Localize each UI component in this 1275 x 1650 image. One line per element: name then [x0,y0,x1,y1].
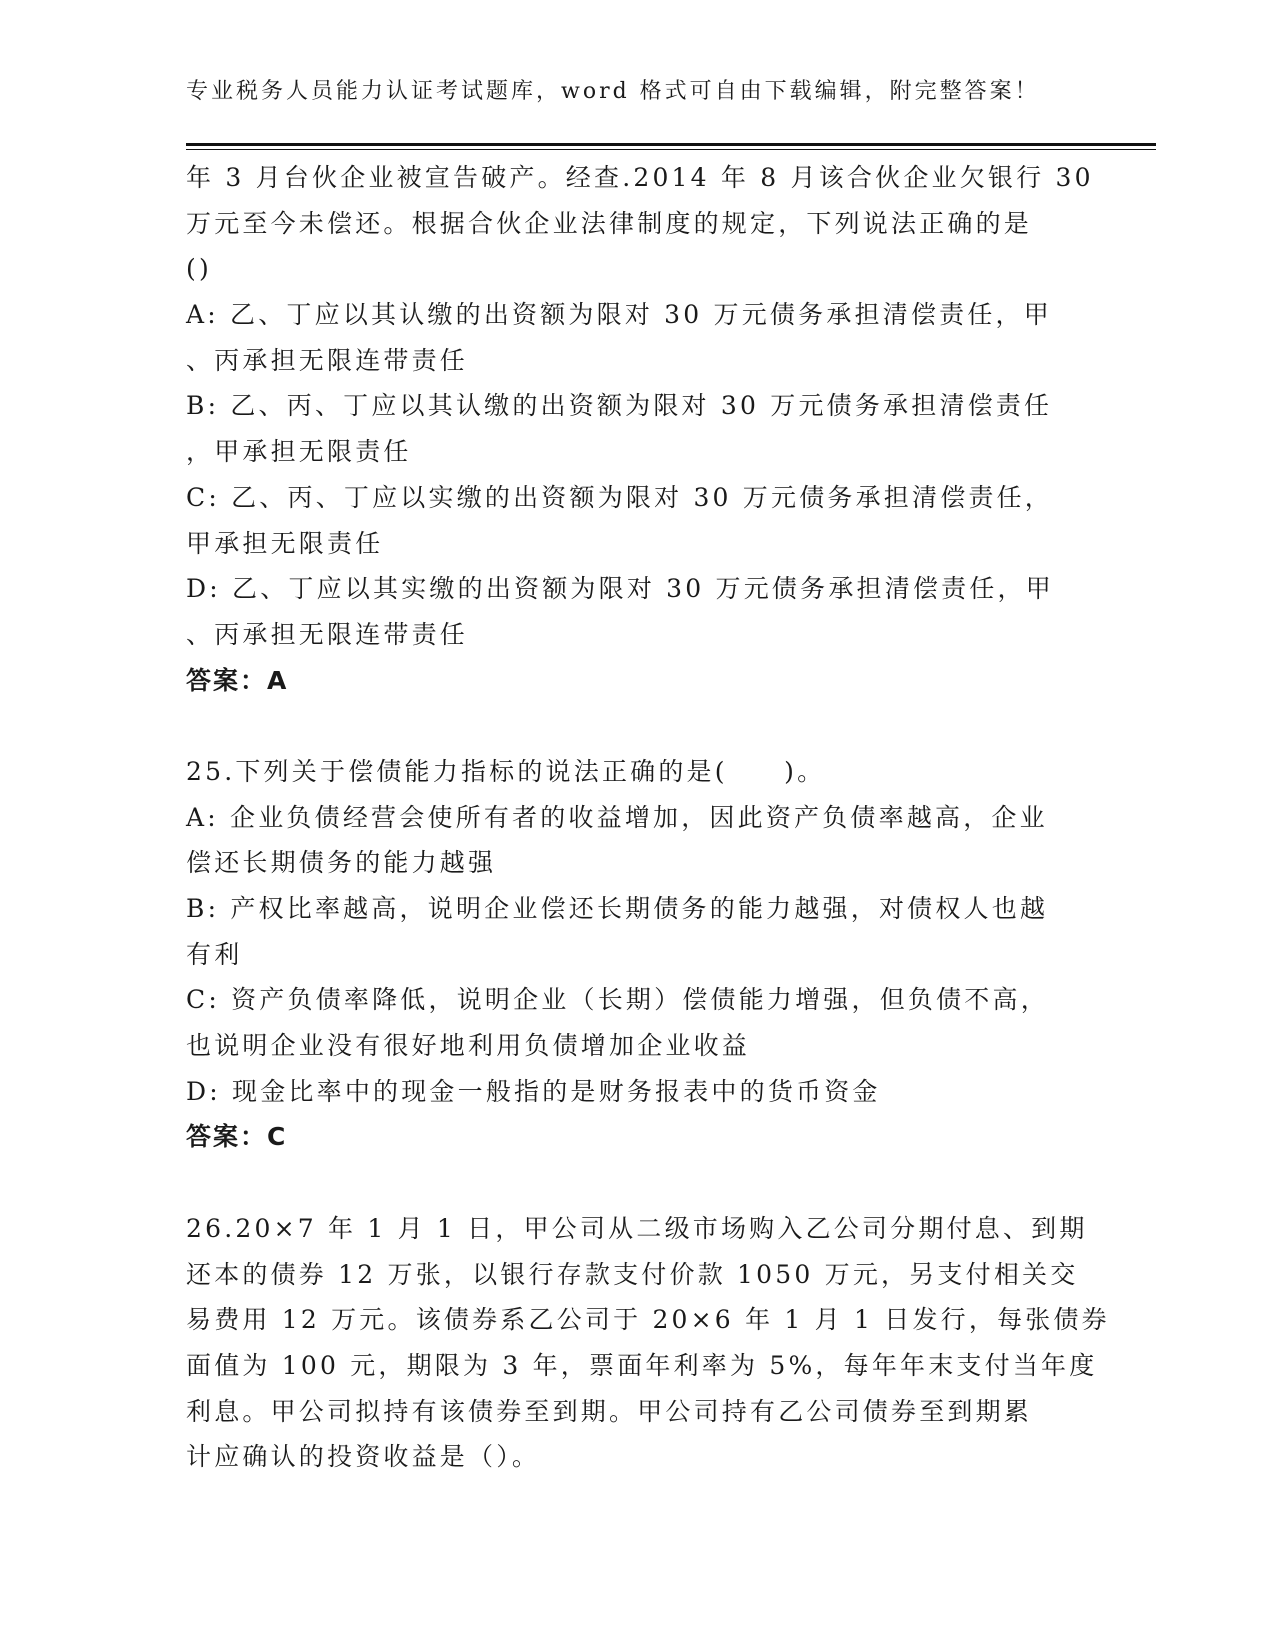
option-line: 也说明企业没有很好地利用负债增加企业收益 [186,1031,751,1061]
header-rule-thin [186,149,1156,150]
option-c [186,977,1076,1068]
option-a [186,795,1076,886]
question-stem-line: 易费用 12 万元。该债券系乙公司于 20×6 年 1 月 1 日发行，每张债券 [186,1305,1110,1335]
option-d [186,566,1076,657]
question-26 [186,1206,1110,1480]
option-line: A: 企业负债经营会使所有者的收益增加，因此资产负债率越高，企业 [186,802,1048,832]
option-line: ，甲承担无限责任 [186,437,412,467]
option-line: 偿还长期债务的能力越强 [186,848,497,878]
option-line: C: 资产负债率降低，说明企业（长期）偿债能力增强，但负债不高， [186,985,1049,1015]
question-25 [186,749,1076,1160]
question-stem-line: 利息。甲公司拟持有该债券至到期。甲公司持有乙公司债券至到期累 [186,1396,1033,1426]
spacer [186,1160,1076,1206]
option-line: D: 乙、丁应以其实缴的出资额为限对 30 万元债务承担清偿责任，甲 [186,574,1054,604]
document-body [186,155,1110,1480]
option-c [186,475,1076,566]
option-d [186,1069,1076,1115]
option-line: D: 现金比率中的现金一般指的是财务报表中的货币资金 [186,1076,881,1106]
option-line: B: 产权比率越高，说明企业偿还长期债务的能力越强，对债权人也越 [186,894,1049,923]
question-stem-line: () [186,254,212,284]
answer-line: 答案：A [186,665,289,695]
question-stem-line: 年 3 月台伙企业被宣告破产。经查.2014 年 8 月该合伙企业欠银行 30 [186,163,1094,192]
question-stem-line: 25.下列关于偿债能力指标的说法正确的是( )。 [186,756,826,786]
question-stem-line: 26.20×7 年 1 月 1 日，甲公司从二级市场购入乙公司分期付息、到期 [186,1213,1088,1243]
option-b [186,383,1076,474]
question-stem-line: 还本的债券 12 万张，以银行存款支付价款 1050 万元，另支付相关交 [186,1259,1079,1289]
question-stem-line: 万元至今未偿还。根据合伙企业法律制度的规定，下列说法正确的是 [186,208,1033,238]
option-a [186,292,1076,383]
option-line: C: 乙、丙、丁应以实缴的出资额为限对 30 万元债务承担清偿责任， [186,482,1054,512]
option-b [186,886,1076,977]
page-header: 专业税务人员能力认证考试题库，word 格式可自由下载编辑，附完整答案！ [186,79,1040,104]
question-stem-line: 计应确认的投资收益是（）。 [186,1442,541,1472]
question-stem-line: 面值为 100 元，期限为 3 年，票面年利率为 5%，每年年末支付当年度 [186,1350,1098,1380]
spacer [186,703,1076,749]
option-line: 甲承担无限责任 [186,528,384,558]
option-line: A: 乙、丁应以其认缴的出资额为限对 30 万元债务承担清偿责任，甲 [186,300,1052,330]
option-line: B: 乙、丙、丁应以其认缴的出资额为限对 30 万元债务承担清偿责任 [186,391,1053,421]
header-rule-thick [186,143,1156,146]
option-line: 、丙承担无限连带责任 [186,345,469,375]
option-line: 、丙承担无限连带责任 [186,619,469,649]
question-24 [186,155,1094,703]
answer-line: 答案：C [186,1122,288,1152]
option-line: 有利 [186,939,243,969]
